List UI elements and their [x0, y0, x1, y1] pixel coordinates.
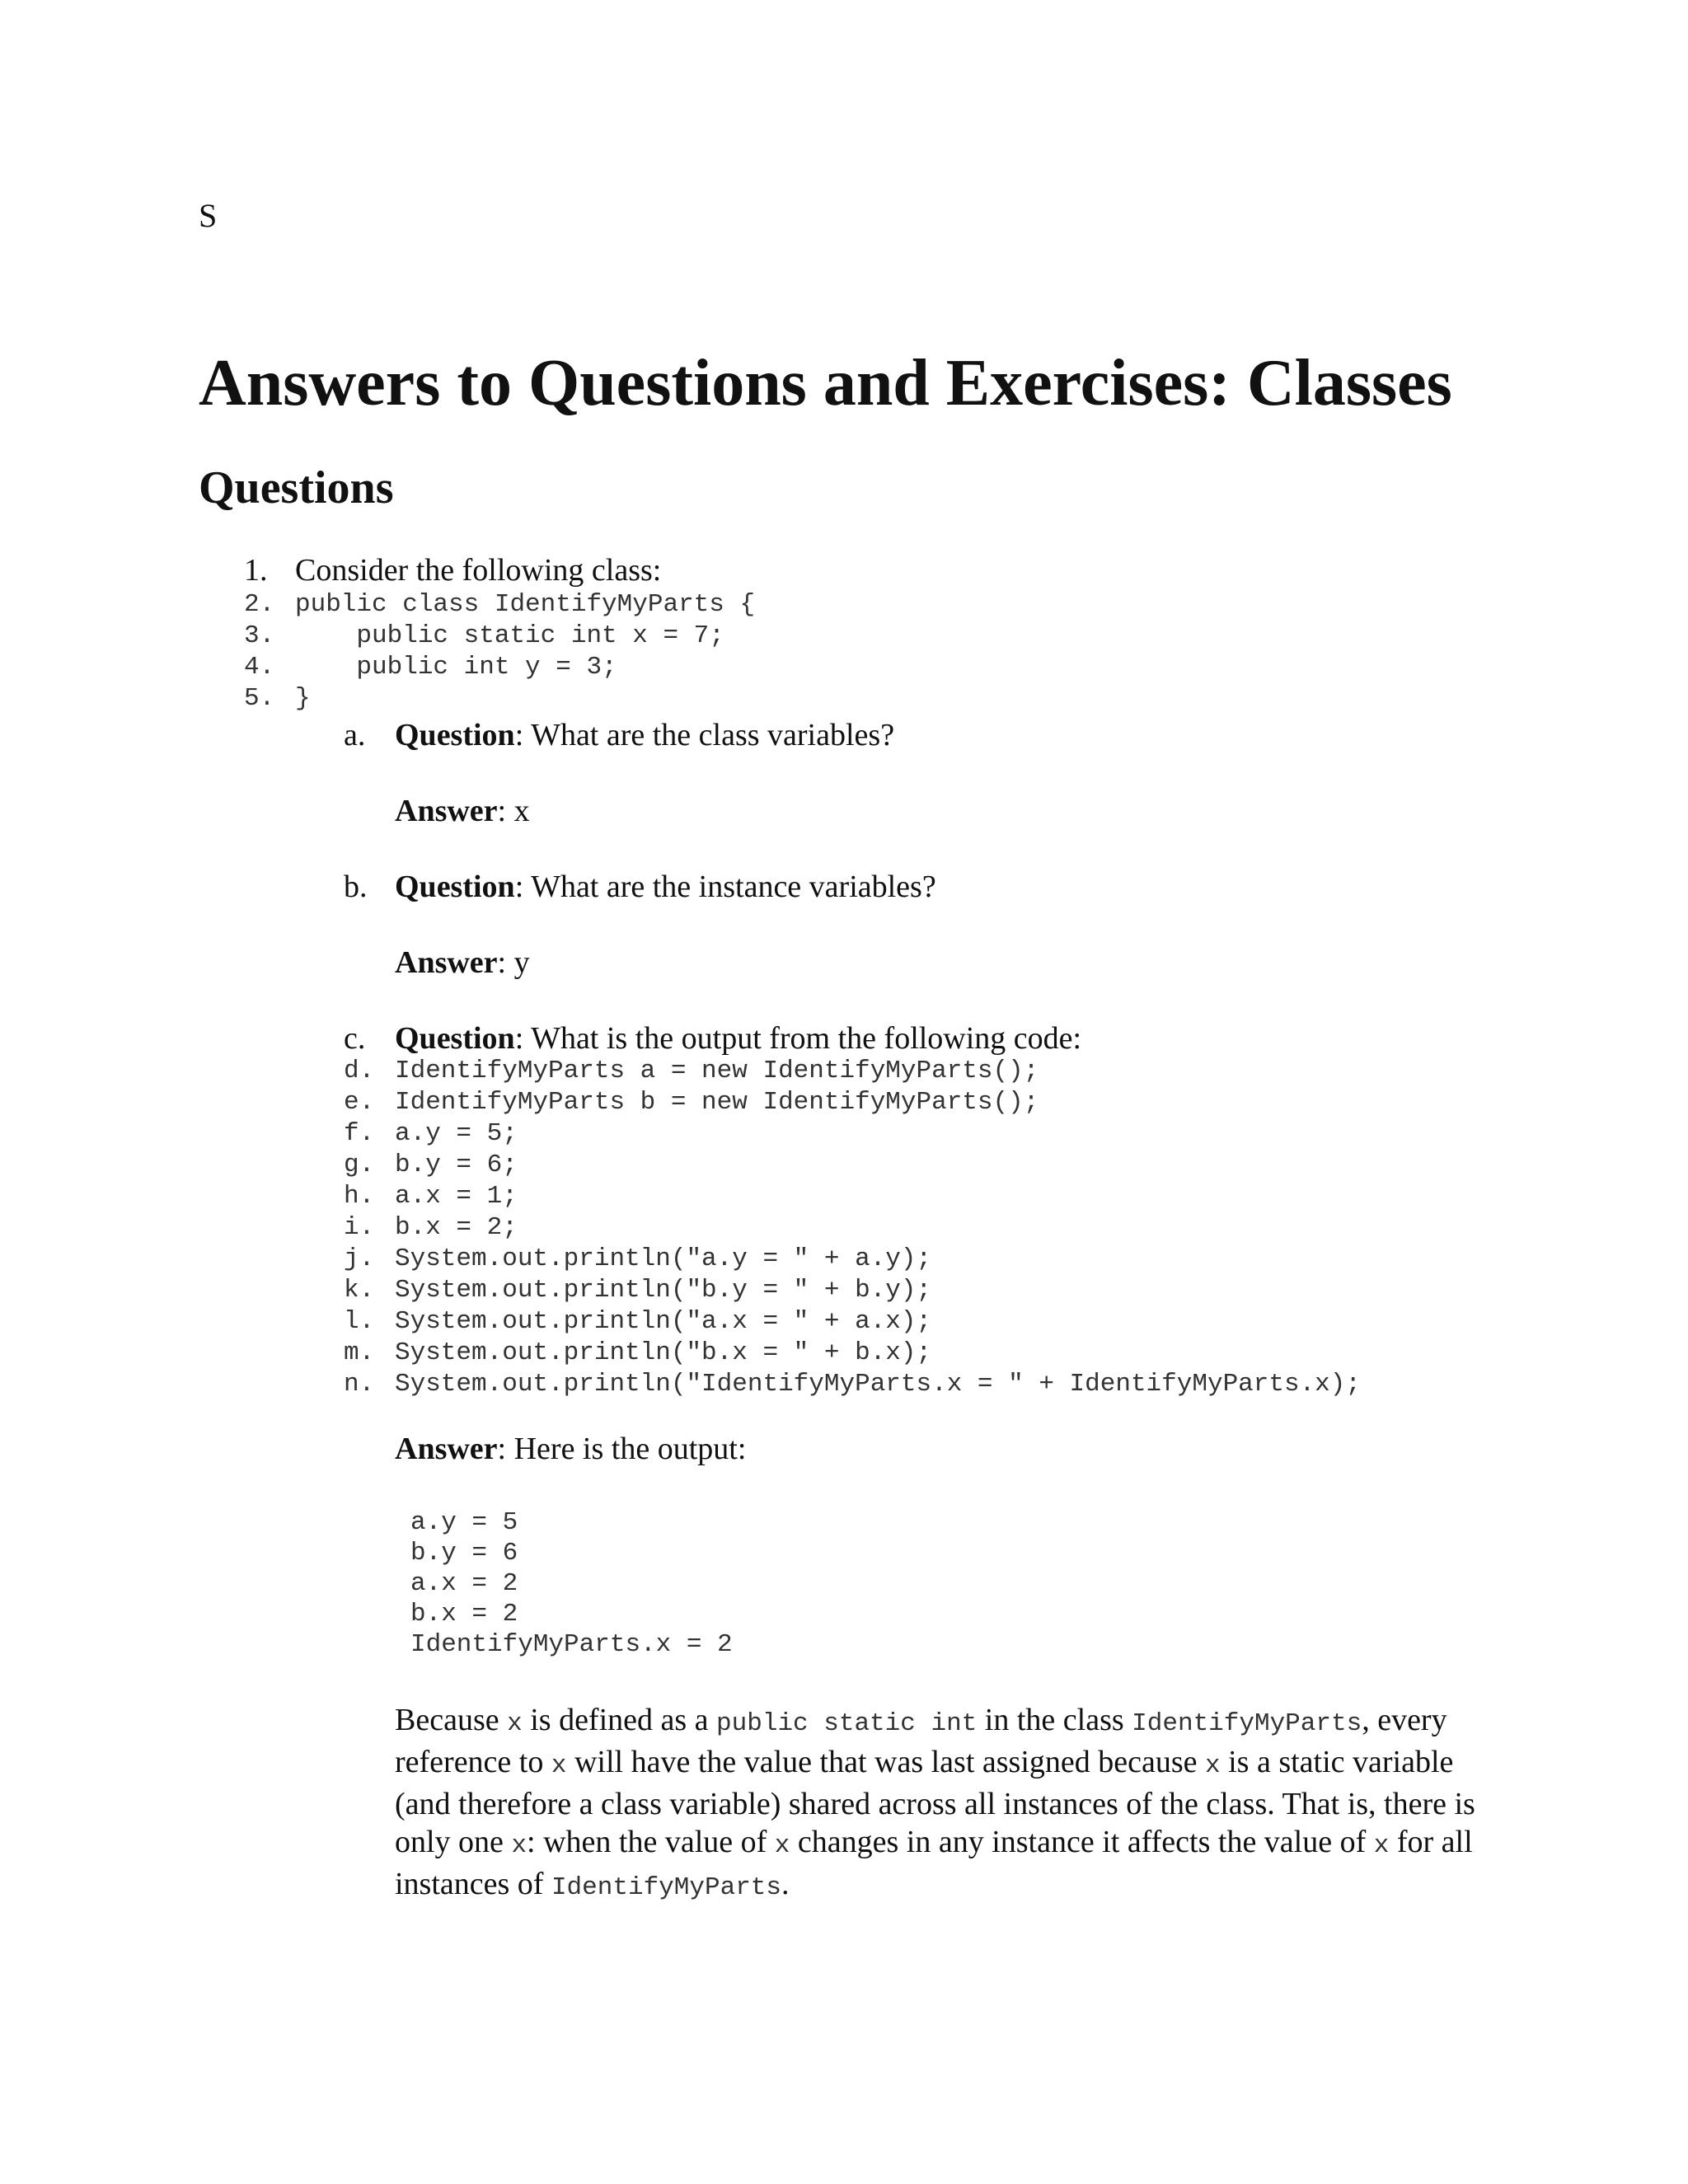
answer-text: : x — [497, 794, 530, 828]
code-line: } — [295, 684, 311, 713]
code-letter: d. — [344, 1057, 375, 1085]
sub-letter: c. — [344, 1021, 366, 1056]
question-label: Question — [395, 1021, 515, 1056]
list-number: 1. — [244, 553, 268, 588]
code-row — [344, 1151, 1361, 1182]
answer-label: Answer — [395, 945, 498, 980]
answer-c — [395, 1431, 746, 1467]
list-number: 3. — [244, 621, 275, 650]
code-line: IdentifyMyParts b = new IdentifyMyParts(); — [395, 1088, 1039, 1117]
code-line: public int y = 3; — [295, 653, 617, 682]
output-line: a.x = 2 — [410, 1569, 518, 1598]
section-heading: Questions — [199, 462, 394, 513]
list-item — [244, 653, 755, 684]
code-line: System.out.println("IdentifyMyParts.x = " + IdentifyMyParts.x); — [395, 1370, 1361, 1399]
code-letter: l. — [344, 1307, 375, 1336]
inline-code: x — [774, 1831, 790, 1860]
inline-code: IdentifyMyParts — [1132, 1709, 1362, 1738]
question-text: : What are the instance variables? — [514, 869, 936, 904]
code-row — [344, 1276, 1361, 1307]
code-letter: i. — [344, 1213, 375, 1242]
text-run: is defined as a — [522, 1703, 717, 1737]
code-letter: f. — [344, 1119, 375, 1148]
output-line: b.x = 2 — [410, 1600, 518, 1629]
text-run: Because — [395, 1703, 508, 1737]
code-row — [344, 1119, 1361, 1151]
code-letter: k. — [344, 1276, 375, 1305]
code-letter: m. — [344, 1338, 375, 1367]
answer-label: Answer — [395, 794, 498, 828]
question-label: Question — [395, 718, 515, 752]
question-b — [344, 869, 936, 905]
inline-code: x — [1205, 1751, 1221, 1780]
code-letter: n. — [344, 1370, 375, 1399]
code-row — [344, 1370, 1361, 1401]
code-row — [344, 1338, 1361, 1370]
code-line: a.x = 1; — [395, 1182, 518, 1211]
output-line: IdentifyMyParts.x = 2 — [410, 1630, 733, 1659]
text-run: will have the value that was last assigned because — [566, 1745, 1205, 1779]
code-letter: h. — [344, 1182, 375, 1211]
text-run: is a static variable (and therefore a class variable) shared across all instances of the class. That is, there is only one — [395, 1745, 1475, 1859]
output-line: b.y = 6 — [410, 1539, 518, 1568]
code-letter: j. — [344, 1244, 375, 1273]
list-item — [244, 552, 755, 590]
text-run: . — [781, 1867, 790, 1901]
code-row — [344, 1088, 1361, 1119]
code-line: System.out.println("a.x = " + a.x); — [395, 1307, 932, 1336]
program-output — [410, 1508, 733, 1661]
text-run: : when the value of — [527, 1825, 775, 1859]
list-item — [244, 590, 755, 621]
sub-letter: a. — [344, 718, 366, 752]
text-run: in the class — [977, 1703, 1132, 1737]
code-row — [344, 1307, 1361, 1338]
code-line: IdentifyMyParts a = new IdentifyMyParts(); — [395, 1057, 1039, 1085]
question-text: : What are the class variables? — [514, 718, 895, 752]
inline-code: x — [507, 1709, 523, 1738]
inline-code: x — [1373, 1831, 1390, 1860]
question-label: Question — [395, 869, 515, 904]
text-run: , every reference to — [395, 1703, 1447, 1779]
list-number: 5. — [244, 684, 275, 713]
question-a — [344, 717, 894, 753]
inline-code: x — [551, 1751, 567, 1780]
code-row — [344, 1244, 1361, 1276]
code-row — [344, 1213, 1361, 1244]
code-letter: g. — [344, 1151, 375, 1179]
answer-a — [395, 793, 530, 829]
explanation-paragraph — [395, 1701, 1483, 1907]
list-number: 4. — [244, 653, 275, 682]
numbered-list — [244, 552, 755, 715]
list-text: Consider the following class: — [295, 553, 662, 588]
code-line: System.out.println("a.y = " + a.y); — [395, 1244, 932, 1273]
page-title: Answers to Questions and Exercises: Classes — [199, 347, 1452, 419]
code-row — [344, 1182, 1361, 1213]
code-line: System.out.println("b.x = " + b.x); — [395, 1338, 932, 1367]
text-run: for all instances of — [395, 1825, 1473, 1901]
answer-text: : y — [497, 945, 530, 980]
answer-b — [395, 944, 530, 981]
code-line: public class IdentifyMyParts { — [295, 590, 756, 619]
code-line: a.y = 5; — [395, 1119, 518, 1148]
code-listing — [344, 1057, 1361, 1401]
code-row — [344, 1057, 1361, 1088]
code-line: b.y = 6; — [395, 1151, 518, 1179]
answer-text: : Here is the output: — [497, 1432, 747, 1466]
inline-code: public static int — [716, 1709, 978, 1738]
question-text: : What is the output from the following code: — [514, 1021, 1082, 1056]
code-line: b.x = 2; — [395, 1213, 518, 1242]
list-number: 2. — [244, 590, 275, 619]
page-letter: S — [199, 197, 218, 234]
sub-letter: b. — [344, 869, 368, 904]
inline-code: x — [511, 1831, 528, 1860]
output-line: a.y = 5 — [410, 1508, 518, 1537]
inline-code: IdentifyMyParts — [551, 1873, 781, 1902]
list-item — [244, 621, 755, 653]
code-letter: e. — [344, 1088, 375, 1117]
question-c — [344, 1020, 1081, 1057]
list-item — [244, 684, 755, 715]
text-run: changes in any instance it affects the value of — [790, 1825, 1374, 1859]
code-line: public static int x = 7; — [295, 621, 724, 650]
code-line: System.out.println("b.y = " + b.y); — [395, 1276, 932, 1305]
answer-label: Answer — [395, 1432, 498, 1466]
